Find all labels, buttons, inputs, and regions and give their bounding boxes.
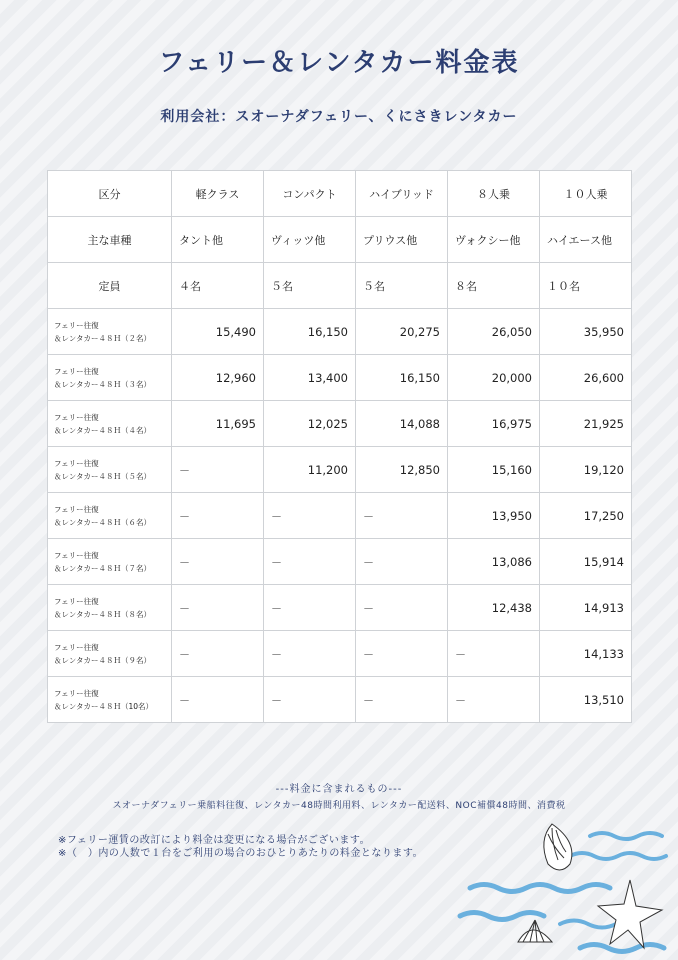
price-cell: 13,086	[448, 539, 540, 585]
row-label	[48, 677, 172, 723]
price-cell: 35,950	[540, 309, 632, 355]
included-heading: ---料金に含まれるもの---	[275, 784, 403, 795]
price-cell: －	[356, 539, 448, 585]
price-cell: 12,025	[264, 401, 356, 447]
row-label	[48, 309, 172, 355]
row-label: 定員	[48, 263, 172, 309]
price-cell: 16,150	[264, 309, 356, 355]
price-cell: 11,695	[172, 401, 264, 447]
row-label	[48, 493, 172, 539]
header-cell: ８人乗	[448, 171, 540, 217]
table-row	[48, 493, 632, 539]
price-cell: －	[172, 677, 264, 723]
row-label-line: ＆レンタカー４８Ｈ（６名）	[54, 517, 152, 527]
price-cell: －	[356, 585, 448, 631]
starfish-icon	[598, 880, 662, 948]
price-cell: 13,510	[540, 677, 632, 723]
capacity-cell: １０名	[540, 263, 632, 309]
row-label-line: ＆レンタカー４８Ｈ（３名）	[54, 379, 152, 389]
price-cell: －	[172, 539, 264, 585]
note-line: ※フェリー運賃の改訂により料金は変更になる場合がございます。	[58, 835, 371, 846]
price-cell: 13,400	[264, 355, 356, 401]
note-line: ※（ ）内の人数で１台をご利用の場合のおひとりあたりの料金となります。	[58, 848, 424, 859]
row-label-line: ＆レンタカー４８Ｈ（９名）	[54, 655, 152, 665]
price-cell: 14,133	[540, 631, 632, 677]
table-row	[48, 355, 632, 401]
clam-icon	[518, 920, 552, 942]
capacity-cell: ８名	[448, 263, 540, 309]
price-cell: 21,925	[540, 401, 632, 447]
price-cell: 16,150	[356, 355, 448, 401]
price-cell: 20,000	[448, 355, 540, 401]
sea-decoration	[440, 820, 678, 960]
price-cell: －	[172, 447, 264, 493]
row-label-line: ＆レンタカー４８Ｈ（５名）	[54, 471, 152, 481]
header-cell: 区分	[48, 171, 172, 217]
price-cell: －	[448, 677, 540, 723]
capacity-cell: ５名	[356, 263, 448, 309]
price-cell: －	[264, 585, 356, 631]
row-label: 主な車種	[48, 217, 172, 263]
row-label	[48, 447, 172, 493]
header-cell: １０人乗	[540, 171, 632, 217]
table-row	[48, 401, 632, 447]
price-cell: 12,960	[172, 355, 264, 401]
vehicle-cell: ヴィッツ他	[264, 217, 356, 263]
price-cell: 26,600	[540, 355, 632, 401]
header-cell: 軽クラス	[172, 171, 264, 217]
row-label-line: フェリー往復	[54, 688, 99, 698]
vehicle-cell: プリウス他	[356, 217, 448, 263]
price-cell: 15,490	[172, 309, 264, 355]
price-cell: 11,200	[264, 447, 356, 493]
vehicle-cell: タント他	[172, 217, 264, 263]
vehicle-row	[48, 217, 632, 263]
page-subtitle: 利用会社：スオーナダフェリー、くにさきレンタカー	[160, 109, 518, 125]
price-cell: 15,160	[448, 447, 540, 493]
row-label	[48, 585, 172, 631]
table-row	[48, 447, 632, 493]
row-label-line: ＆レンタカー４８Ｈ（10名）	[54, 701, 154, 711]
table-row	[48, 677, 632, 723]
row-label-line: フェリー往復	[54, 412, 99, 422]
row-label	[48, 539, 172, 585]
price-cell: 26,050	[448, 309, 540, 355]
notes	[58, 834, 423, 860]
price-cell: 16,975	[448, 401, 540, 447]
price-cell: 15,914	[540, 539, 632, 585]
price-cell: 19,120	[540, 447, 632, 493]
table-row	[48, 539, 632, 585]
price-cell: －	[172, 631, 264, 677]
price-cell: 12,850	[356, 447, 448, 493]
price-cell: －	[448, 631, 540, 677]
price-cell: 14,088	[356, 401, 448, 447]
table-row	[48, 309, 632, 355]
row-label-line: ＆レンタカー４８Ｈ（８名）	[54, 609, 152, 619]
price-cell: 12,438	[448, 585, 540, 631]
page-title: フェリー＆レンタカー料金表	[158, 48, 520, 78]
price-cell: －	[172, 493, 264, 539]
table-header-row	[48, 171, 632, 217]
header-cell: ハイブリッド	[356, 171, 448, 217]
row-label-line: ＆レンタカー４８Ｈ（２名）	[54, 333, 152, 343]
capacity-cell: ４名	[172, 263, 264, 309]
price-rows	[48, 309, 632, 723]
capacity-row	[48, 263, 632, 309]
price-cell: 14,913	[540, 585, 632, 631]
row-label-line: フェリー往復	[54, 504, 99, 514]
price-cell: －	[356, 677, 448, 723]
row-label-line: フェリー往復	[54, 366, 99, 376]
row-label-line: フェリー往復	[54, 458, 99, 468]
capacity-cell: ５名	[264, 263, 356, 309]
row-label	[48, 401, 172, 447]
price-cell: －	[264, 539, 356, 585]
included-text: スオーナダフェリー乗船料往復、レンタカー48時間利用料、レンタカー配送料、NOC補償48時間、消費税	[112, 801, 566, 811]
table-row	[48, 585, 632, 631]
price-cell: －	[264, 677, 356, 723]
row-label	[48, 631, 172, 677]
price-cell: －	[172, 585, 264, 631]
row-label-line: フェリー往復	[54, 596, 99, 606]
header-cell: コンパクト	[264, 171, 356, 217]
price-cell: －	[356, 631, 448, 677]
shell-icon	[544, 824, 572, 870]
row-label-line: ＆レンタカー４８Ｈ（４名）	[54, 425, 152, 435]
row-label-line: フェリー往復	[54, 320, 99, 330]
row-label-line: フェリー往復	[54, 550, 99, 560]
row-label	[48, 355, 172, 401]
vehicle-cell: ハイエース他	[540, 217, 632, 263]
row-label-line: フェリー往復	[54, 642, 99, 652]
table-row	[48, 631, 632, 677]
price-cell: －	[356, 493, 448, 539]
row-label-line: ＆レンタカー４８Ｈ（７名）	[54, 563, 152, 573]
price-cell: 13,950	[448, 493, 540, 539]
fare-table	[47, 170, 632, 723]
price-cell: 20,275	[356, 309, 448, 355]
price-cell: －	[264, 493, 356, 539]
price-cell: －	[264, 631, 356, 677]
vehicle-cell: ヴォクシー他	[448, 217, 540, 263]
price-cell: 17,250	[540, 493, 632, 539]
